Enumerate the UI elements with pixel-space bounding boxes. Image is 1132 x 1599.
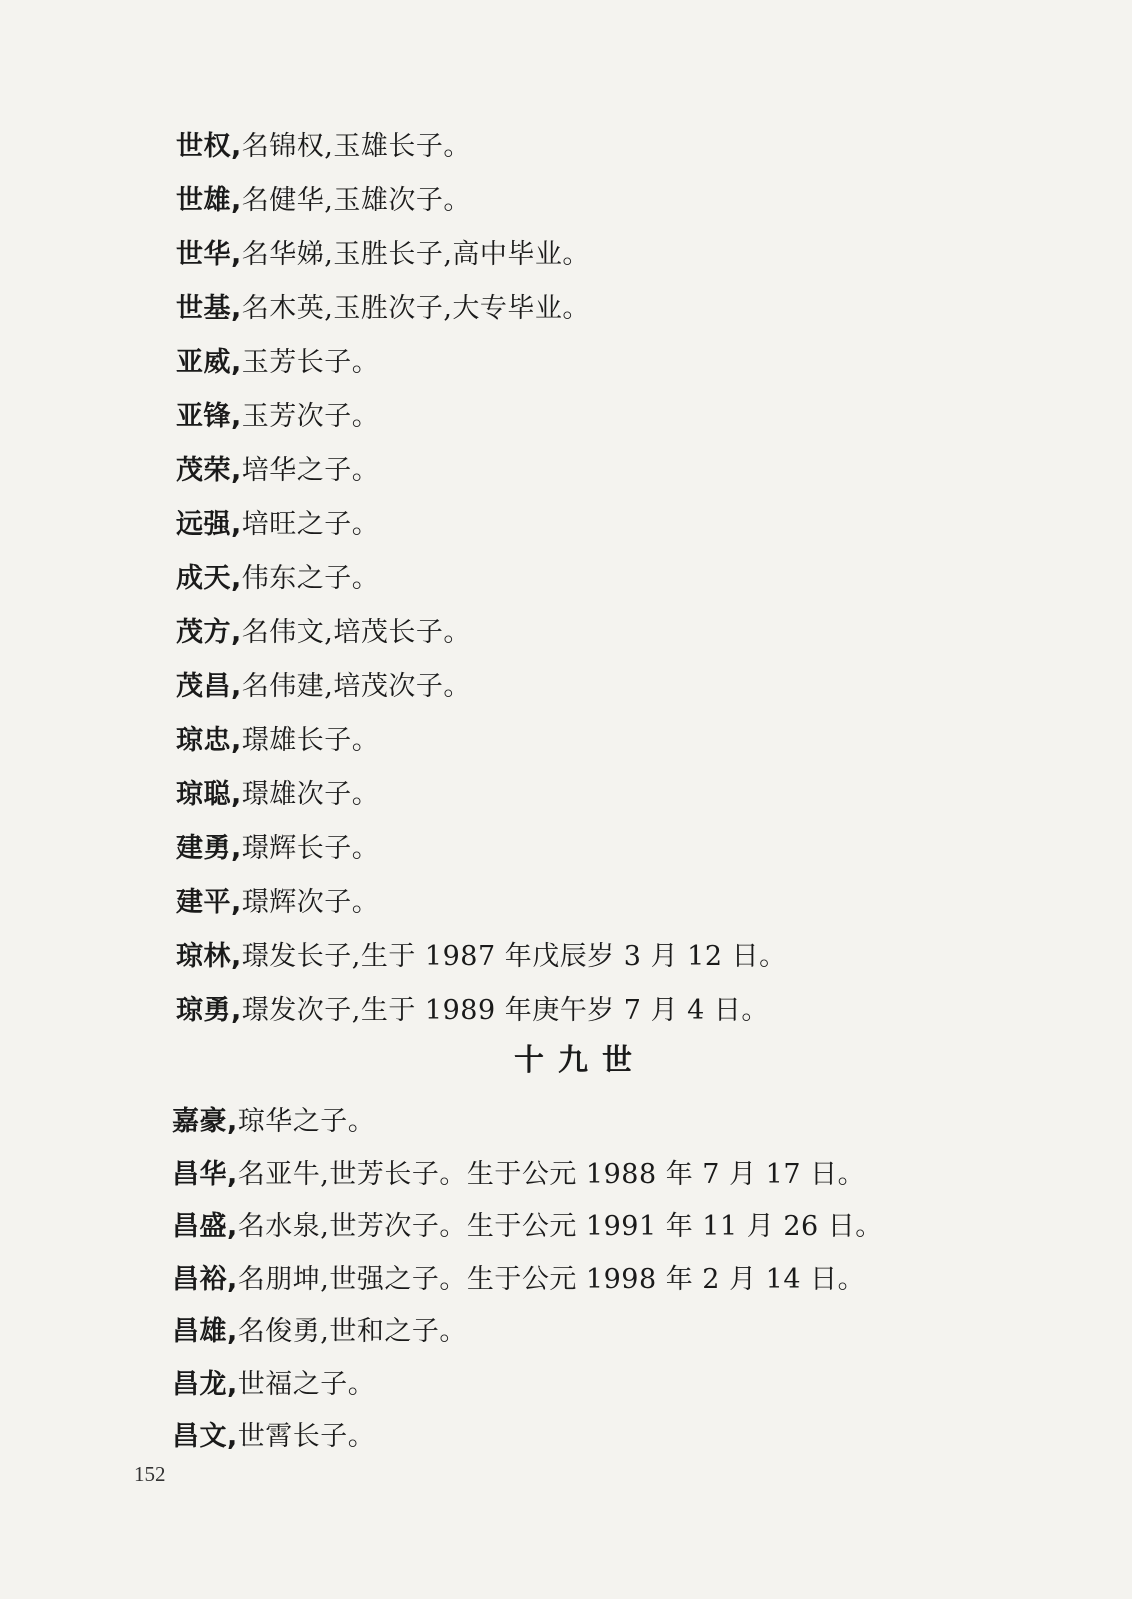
entry-description: 名朋坤,世强之子。生于公元 1998 年 2 月 14 日。 [237, 1263, 866, 1295]
entry-description: 名亚牛,世芳长子。生于公元 1988 年 7 月 17 日。 [237, 1158, 866, 1190]
entry-name: 世华, [176, 239, 242, 270]
entry-name: 琼勇, [176, 995, 242, 1026]
entry-description: 璟辉次子。 [241, 887, 380, 918]
genealogy-entry [176, 390, 1056, 444]
genealogy-entry [176, 822, 1056, 876]
entry-name: 亚锋, [176, 401, 242, 432]
genealogy-entry [176, 552, 1056, 606]
genealogy-entry [172, 1306, 1052, 1359]
genealogy-entry [176, 876, 1056, 930]
entry-description: 名华娣,玉胜长子,高中毕业。 [241, 239, 590, 270]
entry-description: 名木英,玉胜次子,大专毕业。 [241, 293, 590, 324]
entry-name: 琼忠, [176, 725, 242, 756]
entry-description: 伟东之子。 [241, 563, 380, 594]
entry-description: 璟发次子,生于 1989 年庚午岁 7 月 4 日。 [241, 995, 769, 1026]
genealogy-entry [172, 1359, 1052, 1412]
genealogy-entry [172, 1149, 1052, 1202]
entry-description: 世霄长子。 [237, 1421, 376, 1452]
entry-description: 名俊勇,世和之子。 [237, 1316, 467, 1347]
genealogy-entry [176, 606, 1056, 660]
entry-description: 名伟建,培茂次子。 [241, 671, 471, 702]
genealogy-entry [176, 444, 1056, 498]
entry-name: 世权, [176, 131, 242, 162]
entry-description: 培旺之子。 [241, 509, 380, 540]
entry-description: 世福之子。 [237, 1368, 376, 1400]
genealogy-entry [176, 498, 1056, 552]
entry-description: 名健华,玉雄次子。 [241, 185, 471, 216]
entry-name: 世雄, [176, 185, 242, 216]
entry-name: 远强, [176, 509, 242, 540]
genealogy-entry [172, 1201, 1052, 1254]
entry-name: 昌裕, [172, 1263, 238, 1295]
entry-name: 建平, [176, 887, 242, 918]
entry-name: 琼聪, [176, 779, 242, 810]
entry-name: 成天, [176, 563, 242, 594]
genealogy-entry [172, 1254, 1052, 1307]
genealogy-entry [176, 768, 1056, 822]
genealogy-entry [172, 1096, 1052, 1149]
entry-name: 昌龙, [172, 1368, 238, 1400]
entry-description: 璟发长子,生于 1987 年戊辰岁 3 月 12 日。 [241, 941, 787, 972]
entry-name: 昌盛, [172, 1211, 238, 1242]
entry-description: 名伟文,培茂长子。 [241, 617, 471, 648]
entry-name: 茂昌, [176, 671, 242, 702]
entry-description: 璟雄长子。 [241, 725, 380, 756]
entry-description: 培华之子。 [241, 455, 380, 486]
genealogy-entry [176, 120, 1056, 174]
entry-name: 世基, [176, 293, 242, 324]
entry-description: 璟雄次子。 [241, 779, 380, 810]
entry-name: 昌华, [172, 1158, 238, 1190]
genealogy-entry [176, 930, 1056, 984]
entry-description: 玉芳次子。 [241, 401, 380, 432]
section-heading: 十九世 [514, 1043, 646, 1078]
genealogy-entry [176, 336, 1056, 390]
generation-19-list [172, 1096, 1052, 1464]
entry-name: 嘉豪, [172, 1106, 238, 1137]
entry-description: 琼华之子。 [237, 1106, 376, 1137]
entry-description: 名锦权,玉雄长子。 [241, 131, 471, 162]
entry-name: 昌雄, [172, 1316, 238, 1347]
genealogy-entry [176, 228, 1056, 282]
entry-name: 亚威, [176, 347, 242, 378]
genealogy-entry [176, 660, 1056, 714]
entry-description: 璟辉长子。 [241, 833, 380, 864]
entry-name: 茂荣, [176, 455, 242, 486]
genealogy-entry [176, 282, 1056, 336]
genealogy-entry [176, 984, 1056, 1038]
genealogy-entry [176, 174, 1056, 228]
entry-description: 名水泉,世芳次子。生于公元 1991 年 11 月 26 日。 [237, 1211, 883, 1242]
entry-description: 玉芳长子。 [241, 347, 380, 378]
genealogy-entry [176, 714, 1056, 768]
entry-name: 茂方, [176, 617, 242, 648]
entry-name: 昌文, [172, 1421, 238, 1452]
entry-name: 琼林, [176, 941, 242, 972]
entry-name: 建勇, [176, 833, 242, 864]
page-number: 152 [134, 1462, 166, 1486]
generation-18-list [176, 120, 1056, 1038]
genealogy-entry [172, 1411, 1052, 1464]
